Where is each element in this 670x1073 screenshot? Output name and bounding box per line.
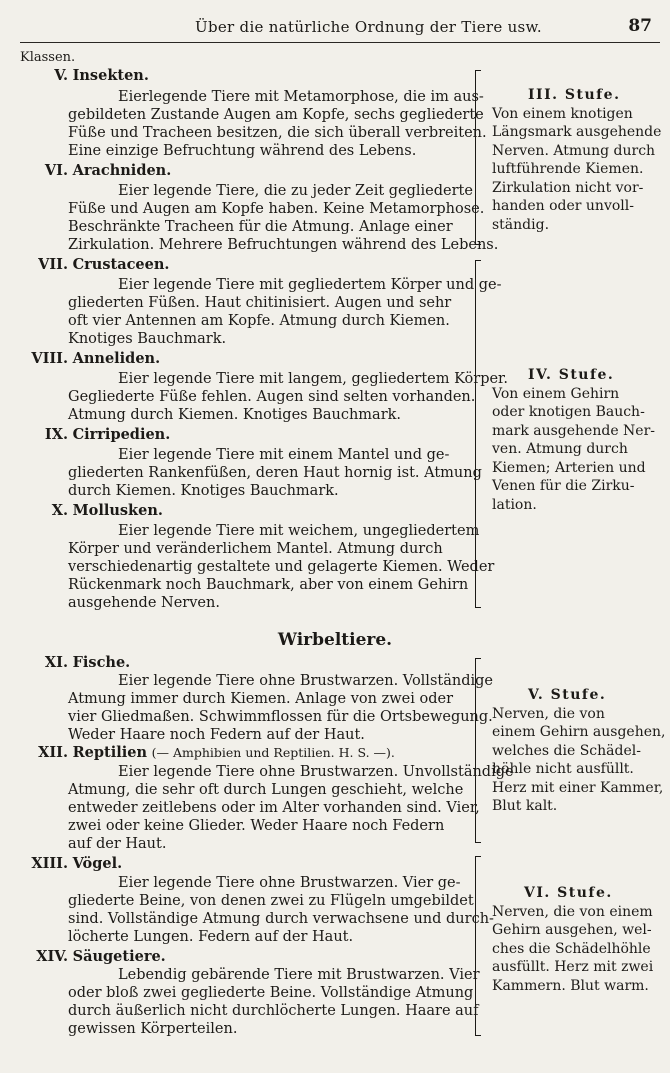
text-line: Knotiges Bauchmark.	[68, 331, 227, 347]
text-line: Kammern. Blut warm.	[492, 977, 649, 994]
text-line: oft vier Antennen am Kopfe. Atmung durch Kiemen.	[68, 313, 450, 329]
stufe-label: VI. Stufe.	[524, 885, 613, 901]
text-line: durch Kiemen. Knotiges Bauchmark.	[68, 483, 339, 499]
brace	[470, 856, 476, 1036]
class-name: Insekten.	[72, 67, 149, 84]
text-line: Gehirn ausgehen, wel-	[492, 922, 652, 938]
class-heading	[20, 948, 166, 966]
text-line: Füße und Augen am Kopfe haben. Keine Metamorphose.	[68, 201, 485, 217]
text-line: ständig.	[492, 216, 550, 233]
text-line: Eierlegende Tiere mit Metamorphose, die im aus-	[118, 89, 484, 105]
class-number: XII.	[38, 744, 68, 761]
class-number: VI.	[44, 162, 68, 179]
text-line: Nerven, die von einem	[492, 903, 653, 920]
stufe-block	[492, 366, 655, 514]
stufe-block	[492, 686, 665, 816]
text-line: löcherte Lungen. Federn auf der Haut.	[68, 929, 354, 945]
class-heading	[20, 855, 122, 873]
text-line: Füße und Tracheen besitzen, die sich überall verbreiten.	[68, 125, 487, 141]
class-heading	[20, 350, 160, 368]
text-line: ausgehende Nerven.	[68, 595, 220, 611]
class-number: V.	[54, 67, 68, 84]
text-line: Eier legende Tiere ohne Brustwarzen. Vier ge-	[118, 875, 461, 891]
text-line: luftführende Kiemen.	[492, 161, 644, 177]
text-line: höhle nicht ausfüllt.	[492, 761, 634, 777]
text-line: Eine einzige Befruchtung während des Lebens.	[68, 143, 417, 159]
class-name: Mollusken.	[72, 502, 163, 519]
text-line: Herz mit einer Kammer,	[492, 779, 664, 796]
text-line: Zirkulation nicht vor-	[492, 179, 644, 196]
class-number: VII.	[38, 256, 68, 273]
text-line: gliederten Füßen. Haut chitinisiert. Augen und sehr	[68, 295, 452, 311]
text-line: Nerven. Atmung durch	[492, 142, 656, 159]
text-line: Weder Haare noch Federn auf der Haut.	[68, 727, 365, 743]
text-line: Gegliederte Füße fehlen. Augen sind selten vorhanden.	[68, 389, 476, 405]
text-line: Eier legende Tiere ohne Brustwarzen. Vollständige	[118, 673, 493, 689]
text-line: gliederte Beine, von denen zwei zu Flügeln umgebildet	[68, 893, 474, 909]
class-heading	[20, 502, 163, 520]
stufe-label: IV. Stufe.	[528, 367, 615, 383]
text-line: oder knotigen Bauch-	[492, 404, 645, 420]
text-line: Beschränkte Tracheen für die Atmung. Anlage einer	[68, 219, 453, 235]
text-line: zwei oder keine Glieder. Weder Haare noch Federn	[68, 818, 445, 834]
text-line: ches die Schädelhöhle	[492, 940, 651, 957]
text-line: Atmung durch Kiemen. Knotiges Bauchmark.	[68, 407, 402, 423]
text-line: Venen für die Zirku-	[492, 478, 635, 494]
class-number: IX.	[44, 426, 68, 443]
stufe-label: III. Stufe.	[528, 87, 621, 103]
class-number: XIII.	[31, 855, 68, 872]
text-line: Kiemen; Arterien und	[492, 459, 646, 476]
text-line: handen oder unvoll-	[492, 198, 634, 214]
class-name: Reptilien	[72, 744, 148, 761]
text-line: durch äußerlich nicht durchlöcherte Lungen. Haare auf	[68, 1003, 479, 1019]
text-line: gliederten Rankenfüßen, deren Haut hornig ist. Atmung	[68, 465, 482, 481]
text-line: mark ausgehende Ner-	[492, 422, 656, 439]
class-name: Cirripedien.	[72, 426, 171, 443]
running-header	[20, 14, 660, 43]
text-line: Längsmark ausgehende	[492, 124, 662, 140]
text-line: oder bloß zwei gegliederte Beine. Vollständige Atmung	[68, 985, 474, 1001]
text-line: gebildeten Zustande Augen am Kopfe, sechs gegliederte	[68, 107, 484, 123]
class-heading	[20, 256, 169, 274]
text-line: Von einem knotigen	[492, 105, 633, 122]
class-name: Säugetiere.	[72, 948, 166, 965]
stufe-label: V. Stufe.	[528, 687, 607, 703]
class-name: Crustaceen.	[72, 256, 170, 273]
class-heading	[20, 162, 171, 180]
brace	[470, 70, 476, 245]
text-line: Von einem Gehirn	[492, 385, 620, 402]
text-line: ven. Atmung durch	[492, 441, 628, 457]
text-line: entweder zeitlebens oder im Alter vorhanden sind. Vier,	[68, 800, 480, 816]
text-line: Nerven, die von	[492, 705, 605, 722]
brace	[470, 260, 476, 608]
text-line: Blut kalt.	[492, 798, 558, 814]
text-line: Atmung, die sehr oft durch Lungen geschieht, welche	[68, 782, 464, 798]
text-line: Lebendig gebärende Tiere mit Brustwarzen. Vier	[118, 967, 480, 983]
stufe-block	[492, 86, 661, 234]
text-line: Atmung immer durch Kiemen. Anlage von zwei oder	[68, 691, 454, 707]
stufe-block	[492, 884, 653, 995]
text-line: welches die Schädel-	[492, 742, 641, 759]
class-name: Arachniden.	[72, 162, 172, 179]
text-line: einem Gehirn ausgehen,	[492, 724, 666, 740]
text-line: vier Gliedmaßen. Schwimmflossen für die Ortsbewegung.	[68, 709, 493, 725]
section-heading: Wirbeltiere.	[277, 630, 393, 650]
class-name: Fische.	[72, 654, 131, 671]
text-line: Eier legende Tiere mit langem, gegliedertem Körper.	[118, 371, 508, 387]
class-number: XIV.	[36, 948, 68, 965]
text-line: Rückenmark noch Bauchmark, aber von einem Gehirn	[68, 577, 469, 593]
text-line: Eier legende Tiere ohne Brustwarzen. Unvollständige	[118, 764, 514, 780]
page-number: 87	[628, 16, 652, 36]
text-line: Eier legende Tiere mit gegliedertem Körper und ge-	[118, 277, 502, 293]
class-heading	[20, 744, 395, 762]
class-heading	[20, 67, 149, 85]
text-line: Eier legende Tiere mit weichem, ungegliedertem	[118, 523, 480, 539]
brace	[470, 658, 476, 843]
class-number: X.	[51, 502, 68, 519]
class-note: (— Amphibien und Reptilien. H. S. —).	[151, 745, 395, 760]
text-line: Eier legende Tiere mit einem Mantel und ge-	[118, 447, 450, 463]
class-number: XI.	[44, 654, 68, 671]
text-line: Zirkulation. Mehrere Befruchtungen während des Lebens.	[68, 237, 499, 253]
running-title: Über die natürliche Ordnung der Tiere usw.	[195, 18, 542, 36]
text-line: Eier legende Tiere, die zu jeder Zeit gegliederte	[118, 183, 473, 199]
text-line: lation.	[492, 496, 537, 513]
text-line: sind. Vollständige Atmung durch verwachsene und durch-	[68, 911, 494, 927]
column-label: Klassen.	[20, 50, 76, 65]
text-line: ausfüllt. Herz mit zwei	[492, 959, 654, 975]
text-line: auf der Haut.	[68, 836, 167, 852]
class-heading	[20, 654, 130, 672]
class-name: Anneliden.	[72, 350, 161, 367]
class-heading	[20, 426, 170, 444]
text-line: gewissen Körperteilen.	[68, 1021, 238, 1037]
class-name: Vögel.	[72, 855, 123, 872]
class-number: VIII.	[31, 350, 68, 367]
text-line: verschiedenartig gestaltete und gelagerte Kiemen. Weder	[68, 559, 495, 575]
text-line: Körper und veränderlichem Mantel. Atmung durch	[68, 541, 443, 557]
